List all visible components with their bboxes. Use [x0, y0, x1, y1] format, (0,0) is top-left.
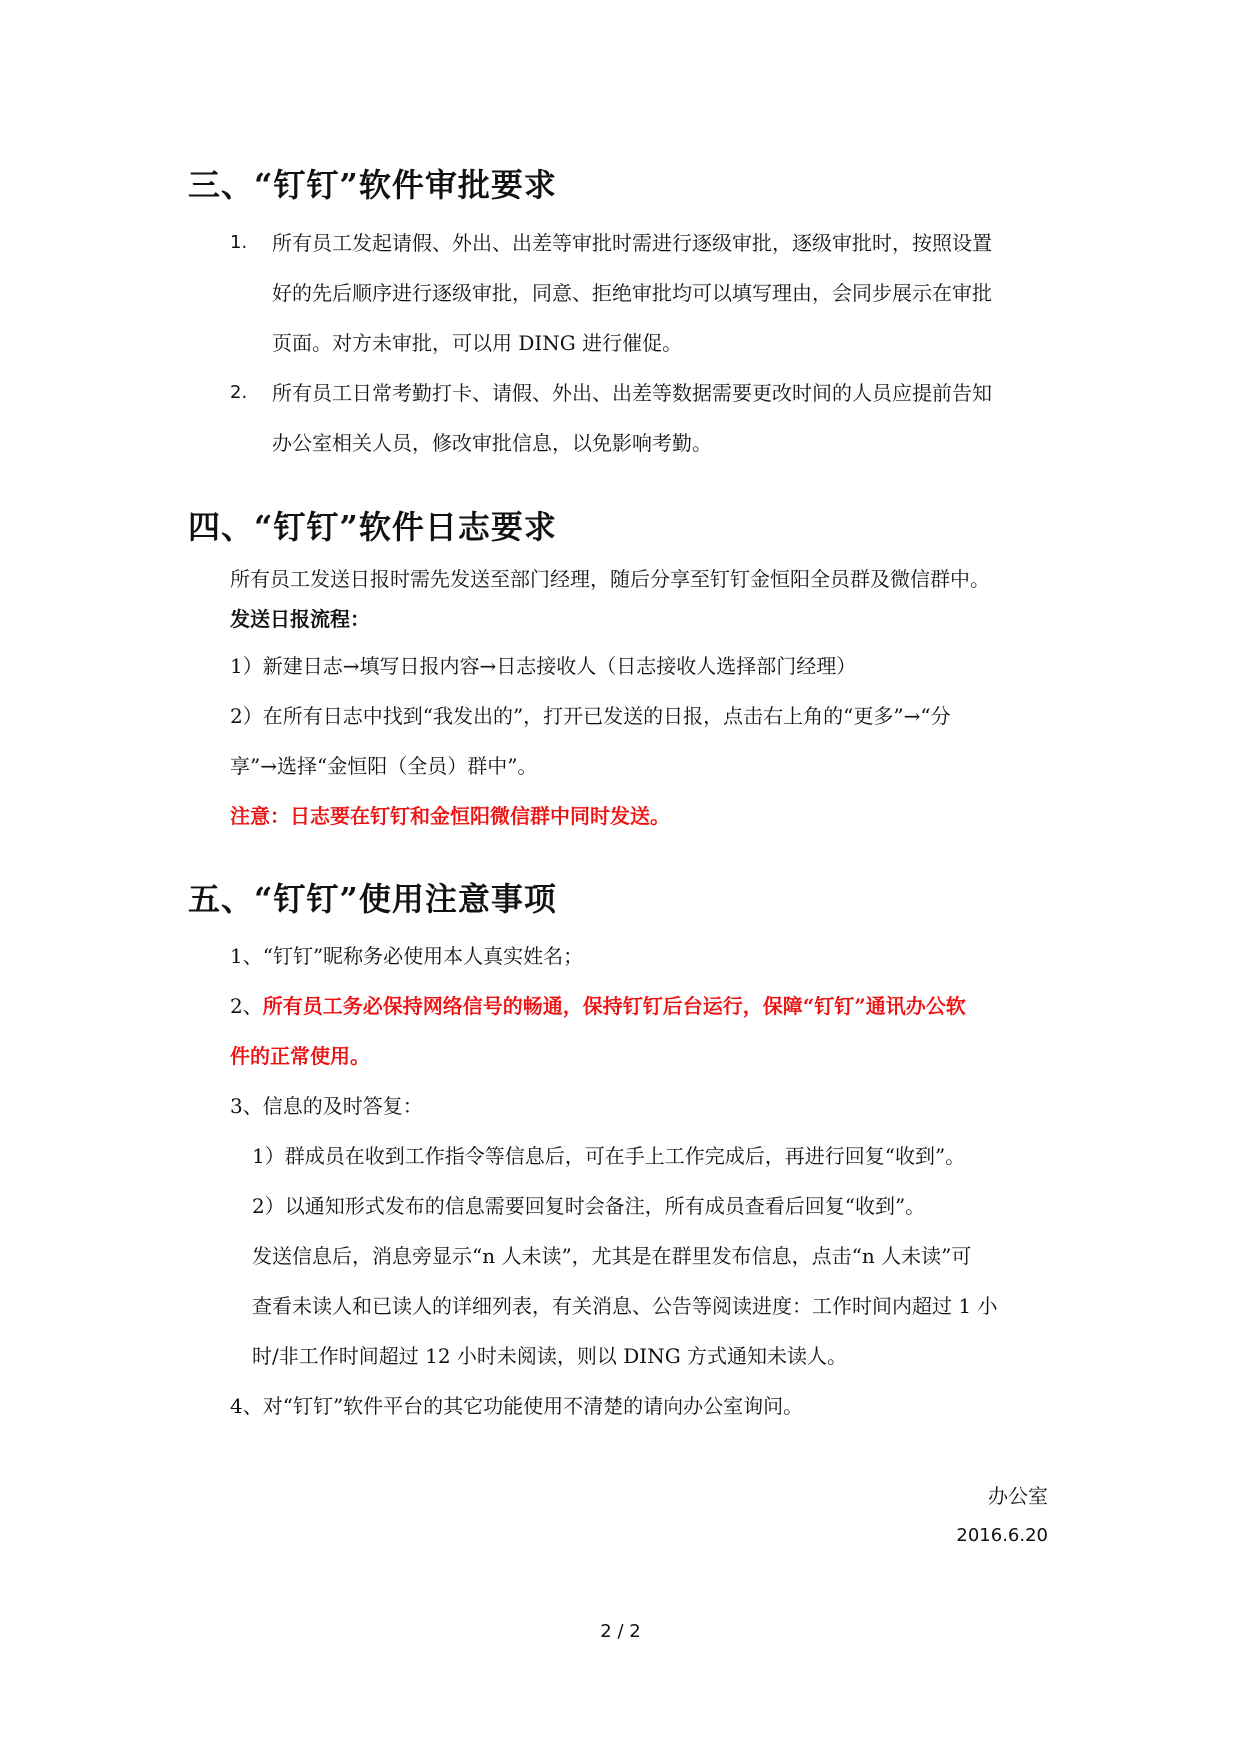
section5-item1: 1、“钉钉”昵称务必使用本人真实姓名；: [230, 944, 584, 968]
section4-title: 四、“钉钉”软件日志要求: [188, 508, 557, 546]
page-number: 2 / 2: [600, 1621, 641, 1642]
section5-title: 五、“钉钉”使用注意事项: [188, 880, 557, 918]
section5-detail-line3: 时/非工作时间超过 12 小时未阅读，则以 DING 方式通知未读人。: [252, 1344, 848, 1368]
section3-item1-line1: 所有员工发起请假、外出、出差等审批时需进行逐级审批，逐级审批时，按照设置: [272, 231, 992, 255]
section3-item2-line1: 所有员工日常考勤打卡、请假、外出、出差等数据需要更改时间的人员应提前告知: [272, 381, 992, 405]
section5-item2-text: 所有员工务必保持网络信号的畅通，保持钉钉后台运行，保障“钉钉”通讯办公软: [262, 994, 966, 1018]
signature-dept: 办公室: [988, 1484, 1048, 1508]
section5-sub1: 1）群成员在收到工作指令等信息后，可在手上工作完成后，再进行回复“收到”。: [252, 1144, 966, 1168]
section5-item2-prefix: 2、: [230, 994, 263, 1018]
section4-step2-line2: 享”→选择“金恒阳（全员）群中”。: [230, 754, 538, 778]
section4-note: 注意：日志要在钉钉和金恒阳微信群中同时发送。: [230, 804, 670, 828]
signature-date: 2016.6.20: [956, 1525, 1048, 1546]
section5-item2-line1: [230, 992, 966, 1020]
section3-item1-line3: 页面。对方未审批，可以用 DING 进行催促。: [272, 331, 683, 355]
section4-step2-line1: 2）在所有日志中找到“我发出的”，打开已发送的日报，点击右上角的“更多”→“分: [230, 704, 951, 728]
section3-item1-line2: 好的先后顺序进行逐级审批，同意、拒绝审批均可以填写理由，会同步展示在审批: [272, 281, 992, 305]
section3-item1-number: 1.: [230, 232, 248, 253]
section5-detail-line2: 查看未读人和已读人的详细列表，有关消息、公告等阅读进度：工作时间内超过 1 小: [252, 1294, 998, 1318]
section4-step1: 1）新建日志→填写日报内容→日志接收人（日志接收人选择部门经理）: [230, 654, 857, 678]
section5-item4: 4、对“钉钉”软件平台的其它功能使用不清楚的请向办公室询问。: [230, 1394, 804, 1418]
section5-detail-line1: 发送信息后，消息旁显示“n 人未读”，尤其是在群里发布信息，点击“n 人未读”可: [252, 1244, 972, 1268]
section5-item3: 3、信息的及时答复：: [230, 1094, 423, 1118]
section4-flow-title: 发送日报流程：: [230, 607, 370, 631]
section5-item2-line2: 件的正常使用。: [230, 1044, 370, 1068]
section3-item2-number: 2.: [230, 382, 248, 403]
section5-sub2: 2）以通知形式发布的信息需要回复时会备注，所有成员查看后回复“收到”。: [252, 1194, 926, 1218]
section3-title: 三、“钉钉”软件审批要求: [188, 166, 557, 204]
section3-item2-line2: 办公室相关人员，修改审批信息，以免影响考勤。: [272, 431, 712, 455]
section4-intro: 所有员工发送日报时需先发送至部门经理，随后分享至钉钉金恒阳全员群及微信群中。: [230, 567, 990, 591]
